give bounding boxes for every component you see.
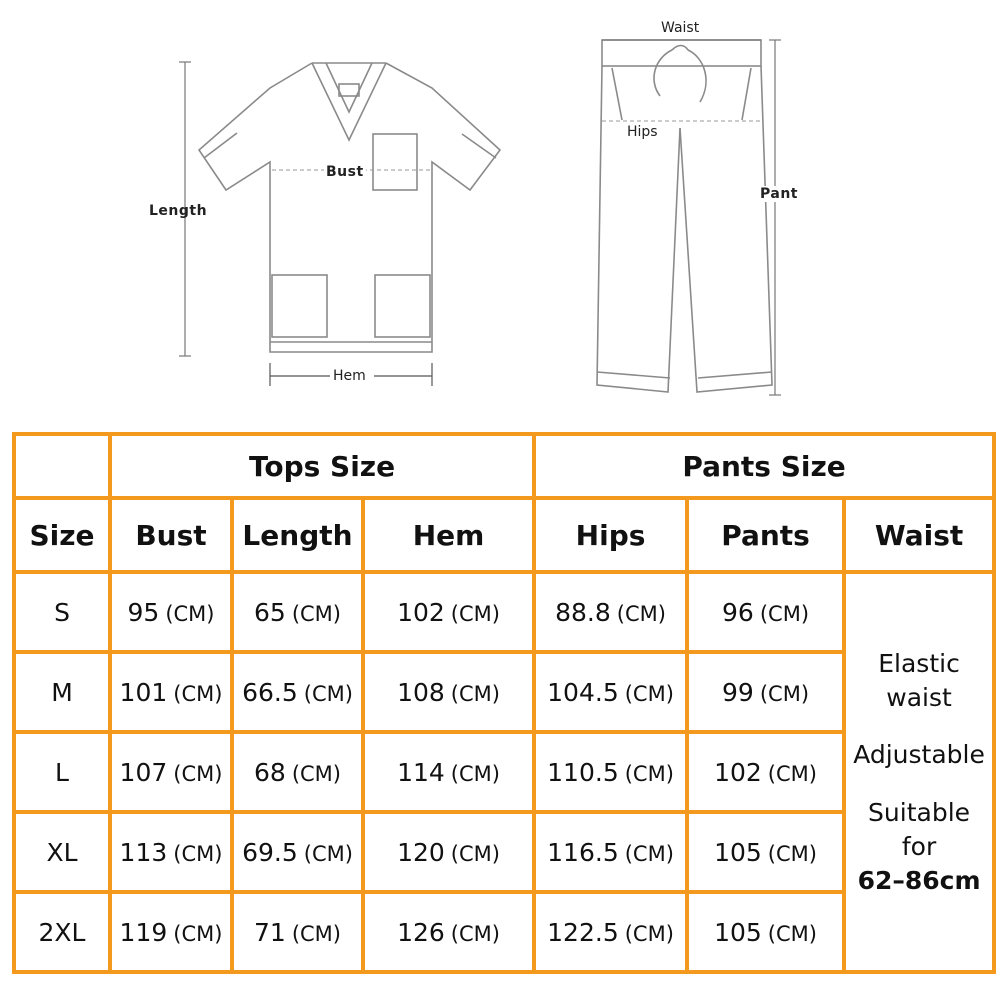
pants-cell: 102 (CM) (687, 732, 844, 812)
column-header-bust: Bust (110, 498, 232, 572)
hem-cell: 102 (CM) (363, 572, 534, 652)
pants-cell: 99 (CM) (687, 652, 844, 732)
bust-cell: 101 (CM) (110, 652, 232, 732)
size-cell: 2XL (14, 892, 110, 972)
waist-label: Waist (661, 20, 700, 36)
column-header-row (14, 498, 994, 572)
pants-cell: 105 (CM) (687, 812, 844, 892)
size-cell: L (14, 732, 110, 812)
column-header-length: Length (232, 498, 363, 572)
waist-note-line: Suitable (868, 798, 971, 827)
pants-cell: 96 (CM) (687, 572, 844, 652)
waist-note-line: Elastic (878, 648, 960, 678)
garment-diagram (0, 0, 1000, 410)
table-row (14, 572, 994, 652)
hem-cell: 108 (CM) (363, 652, 534, 732)
hips-cell: 122.5 (CM) (534, 892, 687, 972)
hem-label: Hem (333, 368, 366, 384)
column-header-size: Size (14, 498, 110, 572)
pants-outline (597, 40, 772, 392)
length-label: Length (149, 203, 208, 219)
pants-size-header: Pants Size (534, 434, 994, 498)
bust-cell: 119 (CM) (110, 892, 232, 972)
hem-cell: 120 (CM) (363, 812, 534, 892)
hips-cell: 110.5 (CM) (534, 732, 687, 812)
column-header-hips: Hips (534, 498, 687, 572)
scrub-top-outline (199, 63, 500, 352)
length-cell: 71 (CM) (232, 892, 363, 972)
hips-cell: 88.8 (CM) (534, 572, 687, 652)
column-header-hem: Hem (363, 498, 534, 572)
column-header-waist: Waist (844, 498, 994, 572)
hips-cell: 104.5 (CM) (534, 652, 687, 732)
pant-label: Pant (760, 186, 798, 202)
bust-label: Bust (326, 164, 364, 180)
length-cell: 68 (CM) (232, 732, 363, 812)
group-header-row (14, 434, 994, 498)
waist-note-line: Adjustable (853, 740, 985, 770)
length-cell: 69.5 (CM) (232, 812, 363, 892)
bust-cell: 95 (CM) (110, 572, 232, 652)
bust-cell: 113 (CM) (110, 812, 232, 892)
waist-note-line: waist (886, 682, 952, 712)
length-cell: 65 (CM) (232, 572, 363, 652)
hem-cell: 114 (CM) (363, 732, 534, 812)
bust-cell: 107 (CM) (110, 732, 232, 812)
size-chart-table (12, 432, 996, 974)
size-cell: XL (14, 812, 110, 892)
pants-cell: 105 (CM) (687, 892, 844, 972)
size-cell: M (14, 652, 110, 732)
waist-note-line: for (901, 831, 937, 861)
tops-size-header: Tops Size (110, 434, 534, 498)
waist-range: 62–86cm (857, 865, 981, 895)
hem-cell: 126 (CM) (363, 892, 534, 972)
column-header-pants: Pants (687, 498, 844, 572)
length-cell: 66.5 (CM) (232, 652, 363, 732)
hips-label: Hips (627, 124, 658, 140)
empty-corner-cell (14, 434, 110, 498)
hips-cell: 116.5 (CM) (534, 812, 687, 892)
waist-note-cell (844, 572, 994, 972)
size-cell: S (14, 572, 110, 652)
